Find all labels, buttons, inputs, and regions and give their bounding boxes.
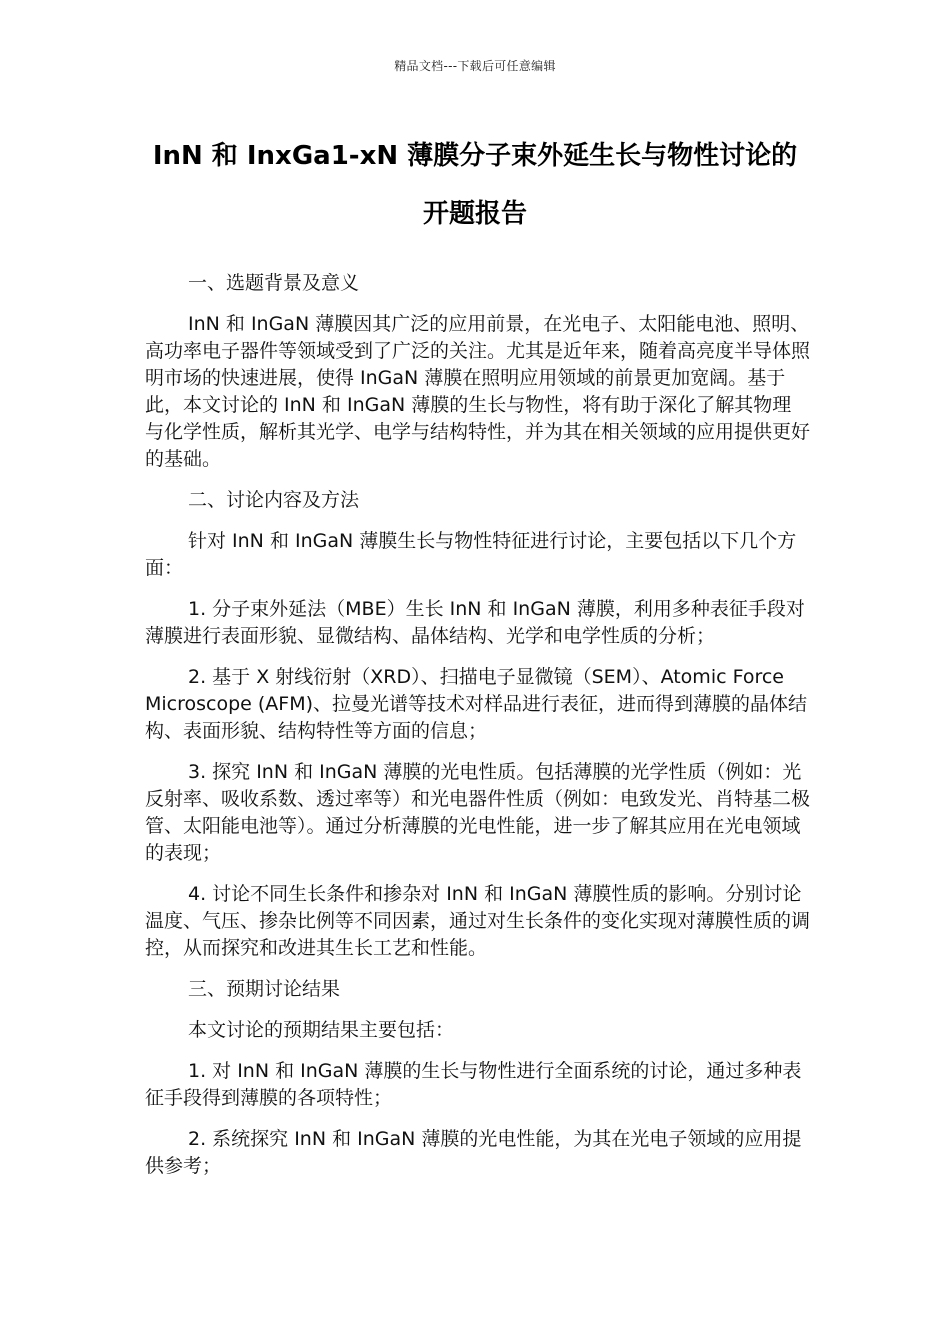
section-2-item-3: 3. 探究 InN 和 InGaN 薄膜的光电性质。包括薄膜的光学性质（例如：光反射率、吸收系数、透过率等）和光电器件性质（例如：电致发光、肖特基二极管、太阳能电池等）。通过分析薄膜的光电性能，进一步了解其应用在光电领域的表现； <box>145 761 811 864</box>
section-2-item-2: 2. 基于 X 射线衍射（XRD）、扫描电子显微镜（SEM）、Atomic Force Microscope (AFM)、拉曼光谱等技术对样品进行表征，进而得到薄膜的晶体结构、表面形貌、结构特性等方面的信息； <box>145 666 808 742</box>
section-2-heading: 二、讨论内容及方法 <box>188 489 360 511</box>
page-header: 精品文档---下载后可任意编辑 <box>394 59 556 73</box>
section-1-heading: 一、选题背景及意义 <box>188 272 360 294</box>
section-3-item-2: 2. 系统探究 InN 和 InGaN 薄膜的光电性能，为其在光电子领域的应用提供参考； <box>145 1128 802 1177</box>
document-title-line-1: InN 和 InxGa1-xN 薄膜分子束外延生长与物性讨论的 <box>152 141 798 171</box>
document-title-line-2: 开题报告 <box>422 199 527 229</box>
section-2-item-4: 4. 讨论不同生长条件和掺杂对 InN 和 InGaN 薄膜性质的影响。分别讨论温度、气压、掺杂比例等不同因素，通过对生长条件的变化实现对薄膜性质的调控，从而探究和改进其生长工艺和性能。 <box>145 883 811 959</box>
section-3-heading: 三、预期讨论结果 <box>188 978 341 1000</box>
section-3-item-1: 1. 对 InN 和 InGaN 薄膜的生长与物性进行全面系统的讨论，通过多种表征手段得到薄膜的各项特性； <box>145 1060 802 1109</box>
section-2-intro: 针对 InN 和 InGaN 薄膜生长与物性特征进行讨论，主要包括以下几个方面： <box>145 530 797 579</box>
section-3-intro: 本文讨论的预期结果主要包括： <box>188 1019 455 1041</box>
section-1-paragraph: InN 和 InGaN 薄膜因其广泛的应用前景，在光电子、太阳能电池、照明、高功率电子器件等领域受到了广泛的关注。尤其是近年来，随着高亮度半导体照明市场的快速进展，使得 InGaN 薄膜在照明应用领域的前景更加宽阔。基于此，本文讨论的 InN 和 InGaN 薄膜的生长与物性，将有助于深化了解其物理与化学性质，解析其光学、电学与结构特性，并为其在相关领域的应用提供更好的基础。 <box>145 313 811 470</box>
document-body <box>145 270 810 1194</box>
section-2-item-1: 1. 分子束外延法（MBE）生长 InN 和 InGaN 薄膜，利用多种表征手段对薄膜进行表面形貌、显微结构、晶体结构、光学和电学性质的分析； <box>145 598 805 647</box>
